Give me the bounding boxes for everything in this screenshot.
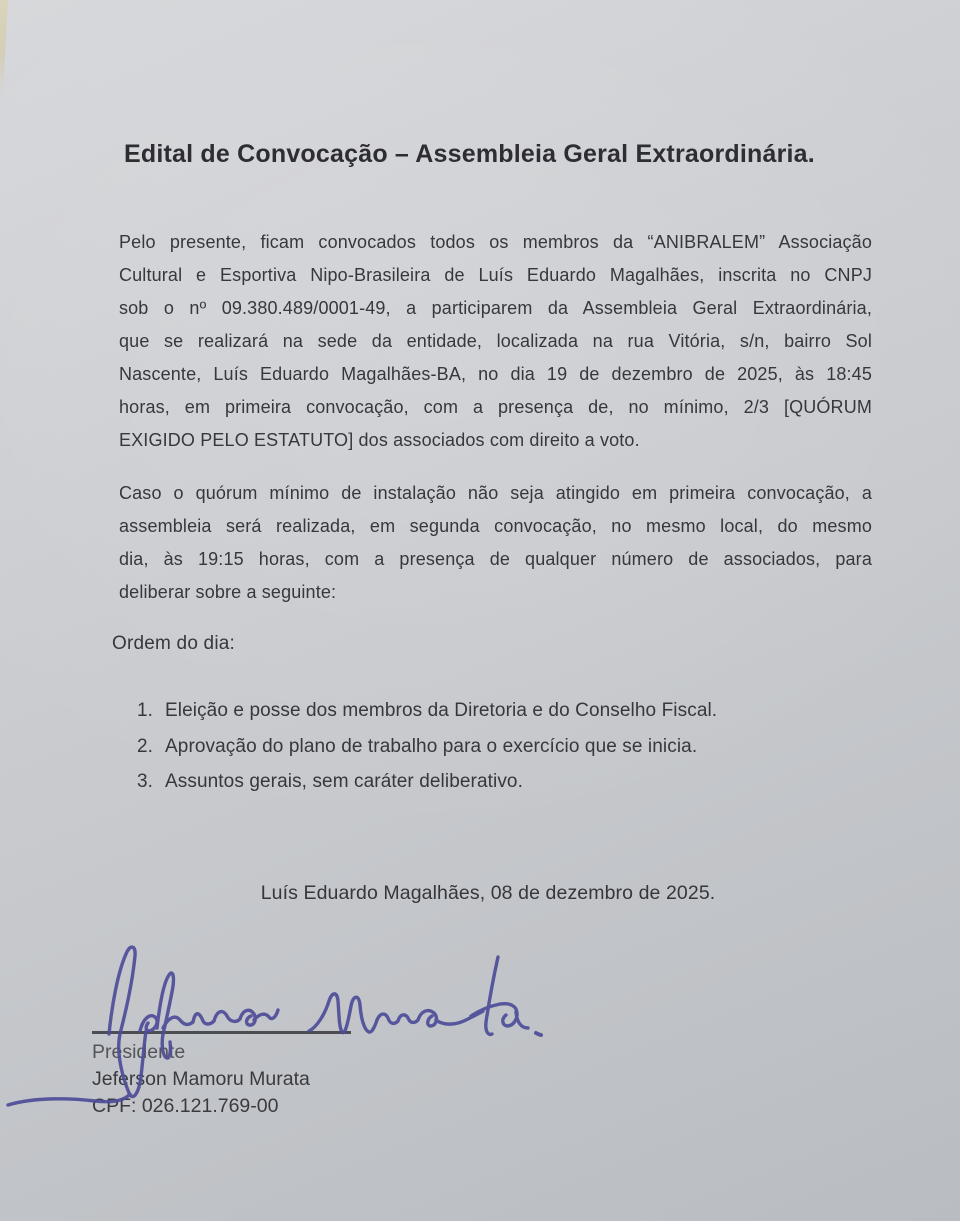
text-line: horas, em primeira convocação, com a presença de, no mínimo, 2/3 [QUÓRUM	[119, 397, 872, 417]
agenda-item-number: 1.	[137, 700, 153, 721]
text-line: Caso o quórum mínimo de instalação não seja atingido em primeira convocação, a	[119, 483, 872, 503]
agenda-item-text: Eleição e posse dos membros da Diretoria e do Conselho Fiscal.	[165, 700, 718, 721]
agenda-item	[137, 700, 837, 736]
text-line: Pelo presente, ficam convocados todos os membros da “ANIBRALEM” Associação	[119, 232, 872, 252]
agenda-heading: Ordem do dia:	[112, 633, 235, 654]
agenda-item-text: Assuntos gerais, sem caráter deliberativo.	[165, 771, 523, 793]
agenda-item-number: 2.	[137, 735, 153, 757]
text-line: que se realizará na sede da entidade, localizada na rua Vitória, s/n, bairro Sol	[119, 331, 872, 351]
agenda-item-text: Aprovação do plano de trabalho para o exercício que se inicia.	[165, 735, 698, 757]
text-line: sob o nº 09.380.489/0001-49, a participarem da Assembleia Geral Extraordinária,	[119, 298, 872, 318]
paragraph-convocation	[119, 226, 872, 457]
paper-edge-decoration	[0, 0, 8, 96]
text-line: Cultural e Esportiva Nipo-Brasileira de Luís Eduardo Magalhães, inscrita no CNPJ	[119, 265, 872, 285]
handwritten-signature-icon	[0, 930, 600, 1130]
agenda-item	[137, 771, 837, 807]
text-line: assembleia será realizada, em segunda convocação, no mesmo local, do mesmo	[119, 516, 872, 536]
signer-cpf: CPF: 026.121.769-00	[92, 1095, 279, 1117]
signer-role: Presidente	[92, 1041, 186, 1063]
paragraph-second-call	[119, 477, 872, 609]
document-title: Edital de Convocação – Assembleia Geral Extraordinária.	[124, 140, 815, 168]
dateline: Luís Eduardo Magalhães, 08 de dezembro de 2025.	[260, 882, 716, 904]
text-line: dia, às 19:15 horas, com a presença de qualquer número de associados, para	[119, 549, 872, 569]
agenda-item	[137, 736, 837, 772]
text-line: EXIGIDO PELO ESTATUTO] dos associados com direito a voto.	[119, 430, 640, 450]
agenda-item-number: 3.	[137, 771, 153, 793]
agenda-list	[137, 700, 837, 807]
text-line: Nascente, Luís Eduardo Magalhães-BA, no dia 19 de dezembro de 2025, às 18:45	[119, 364, 872, 384]
text-line: deliberar sobre a seguinte:	[119, 582, 337, 602]
signer-name: Jeferson Mamoru Murata	[92, 1068, 310, 1090]
